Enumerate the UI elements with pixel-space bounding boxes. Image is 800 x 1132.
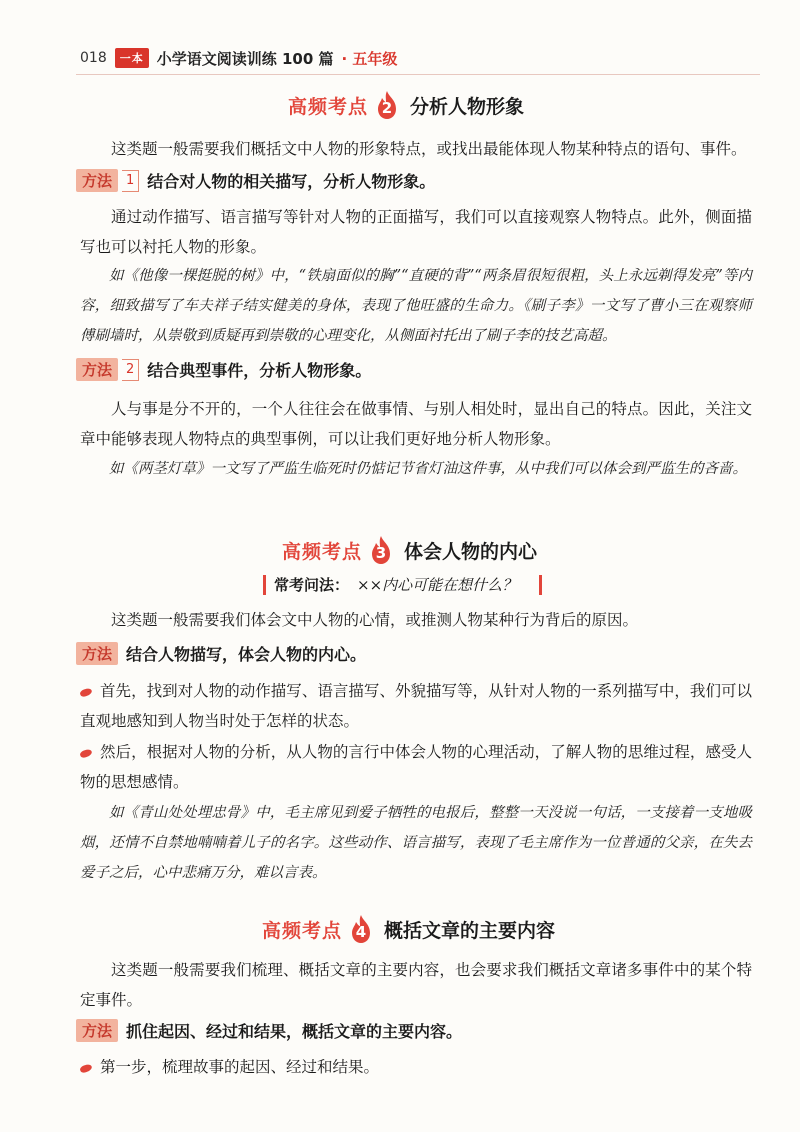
method-number: 2 [122, 359, 139, 381]
method-text: 结合对人物的相关描写，分析人物形象。 [147, 172, 436, 191]
section-tag: 高频考点 [288, 95, 369, 118]
bullet-item: 首先，找到对人物的动作描写、语言描写、外貌描写等，从针对人物的一系列描写中，我们可以直观地感知到人物当时处于怎样的状态。 [80, 682, 752, 730]
method-body: 通过动作描写、语言描写等针对人物的正面描写，我们可以直接观察人物特点。此外，侧面描写也可以衬托人物的形象。 [80, 208, 752, 256]
section-title: 分析人物形象 [410, 95, 525, 118]
section-intro: 这类题一般需要我们体会文中人物的心情，或推测人物某种行为背后的原因。 [111, 611, 639, 629]
method-number: 1 [122, 170, 139, 192]
common-question [263, 574, 542, 595]
section-title: 概括文章的主要内容 [384, 919, 556, 942]
section-heading-4 [262, 914, 555, 944]
method-body: 人与事是分不开的，一个人往往会在做事情、与别人相处时，显出自己的特点。因此，关注文章中能够表现人物特点的典型事例，可以让我们更好地分析人物形象。 [80, 400, 752, 448]
common-question-text: ××内心可能在想什么？ [357, 576, 518, 594]
method-tag: 方法 [76, 642, 118, 665]
section-heading-3 [282, 535, 537, 565]
flame-icon: 4 [348, 914, 374, 944]
method-label-3 [76, 642, 366, 665]
method-tag: 方法 [76, 169, 118, 192]
flame-icon: 2 [374, 90, 400, 120]
section-tag: 高频考点 [262, 919, 343, 942]
section-heading-2 [288, 90, 524, 120]
method-label-4 [76, 1019, 462, 1042]
bullet-icon [79, 748, 93, 759]
publisher-logo: 一本 [115, 48, 149, 68]
example-paragraph: 如《青山处处埋忠骨》中，毛主席见到爱子牺牲的电报后，整整一天没说一句话，一支接着一支地吸烟，还情不自禁地喃喃着儿子的名字。这些动作、语言描写，表现了毛主席作为一位普通的父亲，在失去爱子之后，心中悲痛万分，难以言表。 [80, 805, 752, 881]
method-text: 结合人物描写，体会人物的内心。 [126, 645, 367, 664]
method-label-1 [76, 169, 435, 192]
book-title: 小学语文阅读训练 100 篇 [156, 49, 334, 68]
page-header [80, 46, 397, 70]
bullet-item: 然后，根据对人物的分析，从人物的言行中体会人物的心理活动，了解人物的思维过程，感受人物的思想感情。 [80, 743, 752, 791]
bullet-icon [79, 1063, 93, 1074]
section-tag: 高频考点 [282, 540, 363, 563]
bullet-item: 第一步，梳理故事的起因、经过和结果。 [80, 1052, 752, 1082]
section-intro: 这类题一般需要我们概括文中人物的形象特点，或找出最能体现人物某种特点的语句、事件。 [111, 140, 747, 158]
section-intro: 这类题一般需要我们梳理、概括文章的主要内容，也会要求我们概括文章诸多事件中的某个特定事件。 [80, 961, 752, 1009]
method-text: 抓住起因、经过和结果，概括文章的主要内容。 [126, 1022, 463, 1041]
common-question-label: 常考问法： [274, 576, 350, 594]
method-tag: 方法 [76, 1019, 118, 1042]
example-paragraph: 如《两茎灯草》一文写了严监生临死时仍惦记节省灯油这件事，从中我们可以体会到严监生的吝啬。 [109, 461, 747, 477]
grade-label: · 五年级 [341, 49, 398, 68]
method-tag: 方法 [76, 358, 118, 381]
bullet-icon [79, 687, 93, 698]
left-bar [263, 575, 266, 595]
header-divider [76, 74, 760, 75]
right-bar [539, 575, 542, 595]
section-title: 体会人物的内心 [404, 540, 538, 563]
example-paragraph: 如《他像一棵挺脱的树》中，“铁扇面似的胸”“直硬的背”“两条眉很短很粗，头上永远剃得发亮”等内容，细致描写了车夫祥子结实健美的身体，表现了他旺盛的生命力。《刷子李》一文写了曹小三在观察师傅刷墙时，从崇敬到质疑再到崇敬的心理变化，从侧面衬托出了刷子李的技艺高超。 [80, 268, 752, 344]
flame-icon: 3 [368, 535, 394, 565]
page-number: 018 [80, 50, 107, 66]
method-label-2 [76, 358, 371, 381]
method-text: 结合典型事件，分析人物形象。 [147, 361, 372, 380]
